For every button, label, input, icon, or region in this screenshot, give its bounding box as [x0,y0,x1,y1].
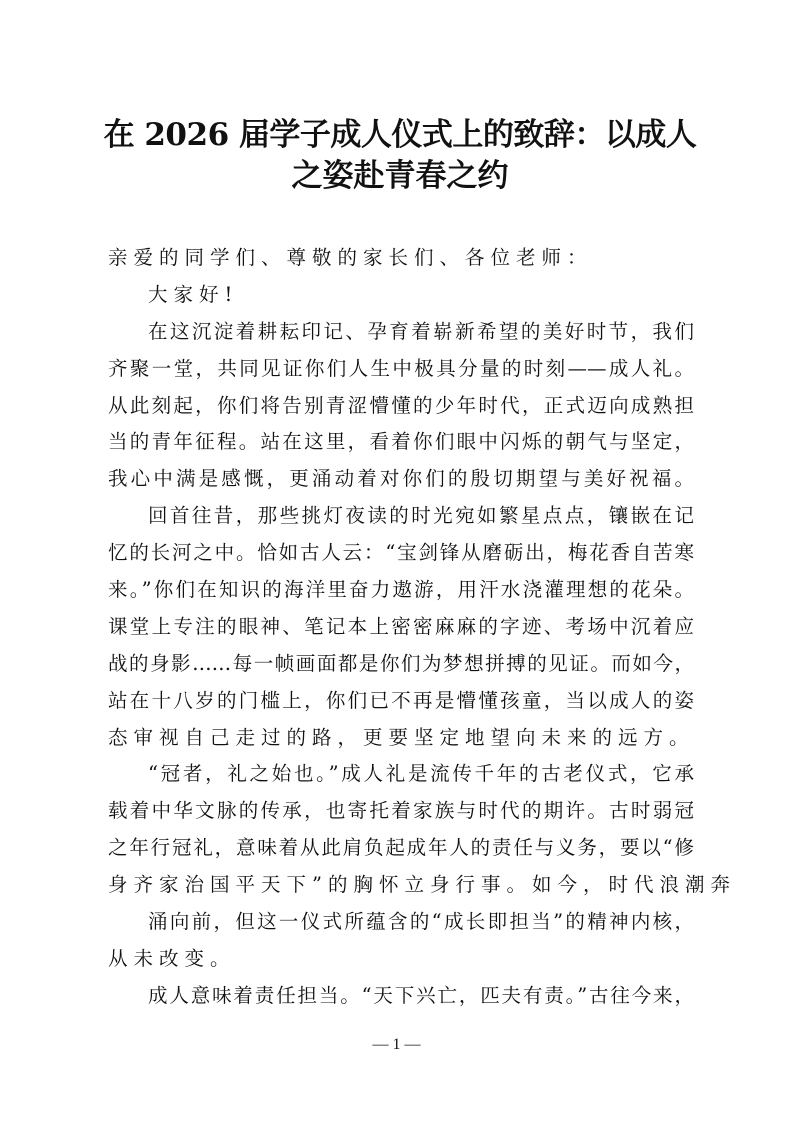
text-line: 当的青年征程。站在这里，看着你们眼中闪烁的朝气与坚定， [108,430,694,454]
text-line: 我心中满是感慨，更涌动着对你们的殷切期望与美好祝福。 [108,467,694,491]
text-line: 从未改变。 [108,946,236,970]
text-line: 在这沉淀着耕耘印记、孕育着崭新希望的美好时节，我们 [148,319,694,343]
document-title-line-2: 之姿赴青春之约 [291,158,509,194]
text-line: 战的身影……每一帧画面都是你们为梦想拼搏的见证。而如今， [108,651,694,675]
text-line: 态审视自己走过的路，更要坚定地望向未来的远方。 [108,725,695,749]
text-line: 载着中华文脉的传承，也寄托着家族与时代的期许。古时弱冠 [108,799,694,823]
text-line: 忆的长河之中。恰如古人云：“宝剑锋从磨砺出，梅花香自苦寒 [108,541,694,565]
text-line: 涌向前，但这一仪式所蕴含的“成长即担当”的精神内核， [148,910,694,934]
text-line: 大家好! [148,282,239,306]
document-body [108,244,736,1019]
text-line: 亲爱的同学们、尊敬的家长们、各位老师： [108,246,593,269]
text-line: 回首往昔，那些挑灯夜读的时光宛如繁星点点，镶嵌在记 [148,504,694,528]
text-line: 之年行冠礼，意味着从此肩负起成年人的责任与义务，要以“修 [108,836,694,860]
document-title-line-1: 在 2026 届学子成人仪式上的致辞：以成人 [103,117,697,153]
text-line: 齐聚一堂，共同见证你们人生中极具分量的时刻——成人礼。 [108,356,694,380]
text-line: 身齐家治国平天下”的胸怀立身行事。如今，时代浪潮奔 [108,873,736,897]
text-line: 来。”你们在知识的海洋里奋力遨游，用汗水浇灌理想的花朵。 [108,578,694,602]
page-number: — 1 — [372,1036,421,1053]
text-line: 课堂上专注的眼神、笔记本上密密麻麻的字迹、考场中沉着应 [108,614,694,638]
text-line: 成人意味着责任担当。“天下兴亡，匹夫有责。”古往今来， [148,983,694,1007]
text-line: “冠者，礼之始也。”成人礼是流传千年的古老仪式，它承 [148,762,694,786]
text-line: 站在十八岁的门槛上，你们已不再是懵懂孩童，当以成人的姿 [108,688,694,712]
text-line: 从此刻起，你们将告别青涩懵懂的少年时代，正式迈向成熟担 [108,393,694,417]
